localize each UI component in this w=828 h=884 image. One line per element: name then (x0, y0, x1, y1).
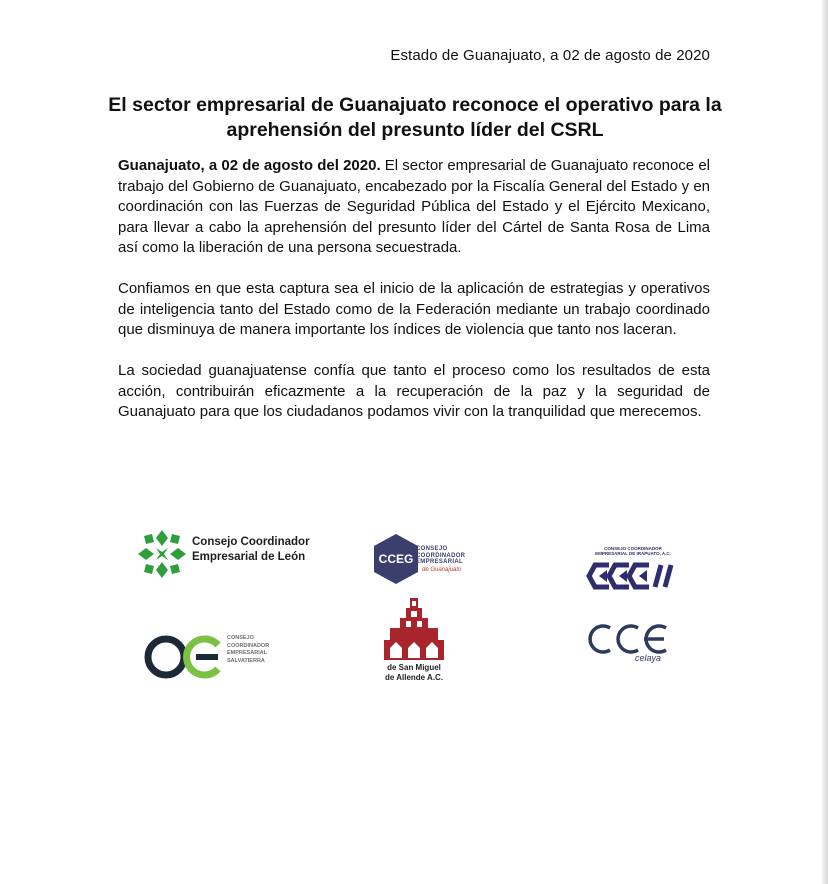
cce-celaya-sub: celaya (635, 653, 662, 663)
og-side-line1: CONSEJO (227, 635, 254, 641)
logo-cce-celaya (580, 620, 680, 680)
og-side-line3: EMPRESARIAL (227, 650, 268, 656)
cce-irapuato-line1: CONSEJO COORDINADOR (604, 546, 662, 551)
cceg-small-line3: EMPRESARIAL (416, 559, 463, 565)
cce-celaya-mark-icon (580, 620, 680, 658)
logo-cce-leon (136, 528, 336, 580)
cce-leon-line1: Consejo Coordinador (192, 536, 310, 548)
san-miguel-line1: de San Miguel (387, 663, 441, 672)
logo-cce-salvatierra (144, 633, 270, 683)
cce-irapuato-line2: EMPRESARIAL DE IRAPUATO, A.C. (595, 551, 671, 556)
paragraph-1-body: El sector empresarial de Guanajuato reconoce el trabajo del Gobierno de Guanajuato, encabezado por la Fiscalía General del Estado y en coordinación con las Fuerzas de Seguridad Pública del Estado y el Ejército Mexicano, para llevar a cabo la aprehensión del presunto líder del Cártel de Santa Rosa de Lima así como la liberación de una persona secuestrada. (118, 157, 710, 256)
paragraph-1-lead: Guanajuato, a 02 de agosto del 2020. (118, 157, 381, 174)
cceg-small-line1: CONSEJO (416, 546, 448, 552)
san-miguel-caption (376, 663, 452, 683)
cceg-badge-icon (370, 533, 422, 585)
og-side-line4: SALVATIERRA (227, 657, 265, 664)
cce-leon-name (192, 535, 310, 565)
og-side-line2: COORDINADOR (227, 642, 270, 649)
cce-irapuato-mark-icon (585, 559, 681, 593)
paragraph-3: La sociedad guanajuatense confía que tanto el proceso como los resultados de esta acción, contribuirán eficazmente a la recuperación de la paz y la seguridad de Guanajuato para que los ciudadanos podamos vivir con la tranquilidad que merecemos. (118, 362, 710, 420)
cceg-small-text (416, 546, 465, 566)
body-text (118, 156, 710, 443)
paragraph-1 (118, 156, 710, 259)
date-line: Estado de Guanajuato, a 02 de agosto de 2020 (390, 47, 710, 64)
san-miguel-line2: de Allende A.C. (384, 673, 444, 682)
san-miguel-parroquia-icon (376, 596, 452, 662)
cceg-script: de Guanajuato (422, 567, 462, 573)
paragraph-2: Confiamos en que esta captura sea el inicio de la aplicación de estrategias y operativos de inteligencia tanto del Estado como de la Federación mediante un trabajo coordinado que disminuya de manera importante los índices de violencia que tanto nos laceran. (118, 280, 710, 338)
cce-leon-emblem-icon (136, 528, 188, 580)
cceg-small-line2: COORDINADOR (416, 552, 466, 559)
headline: El sector empresarial de Guanajuato reconoce el operativo para la aprehensión del presunto líder del CSRL (108, 94, 722, 141)
cce-irapuato-caption (585, 546, 681, 556)
page-edge-shadow (822, 0, 828, 884)
og-mark-icon (144, 633, 224, 681)
logo-cce-irapuato (585, 546, 681, 596)
logo-cce-san-miguel (376, 596, 452, 686)
cceg-badge-text: CCEG (378, 552, 414, 566)
cce-leon-line2: Empresarial de León (192, 551, 306, 563)
og-side-text (227, 635, 269, 665)
logo-cceg (370, 533, 490, 585)
